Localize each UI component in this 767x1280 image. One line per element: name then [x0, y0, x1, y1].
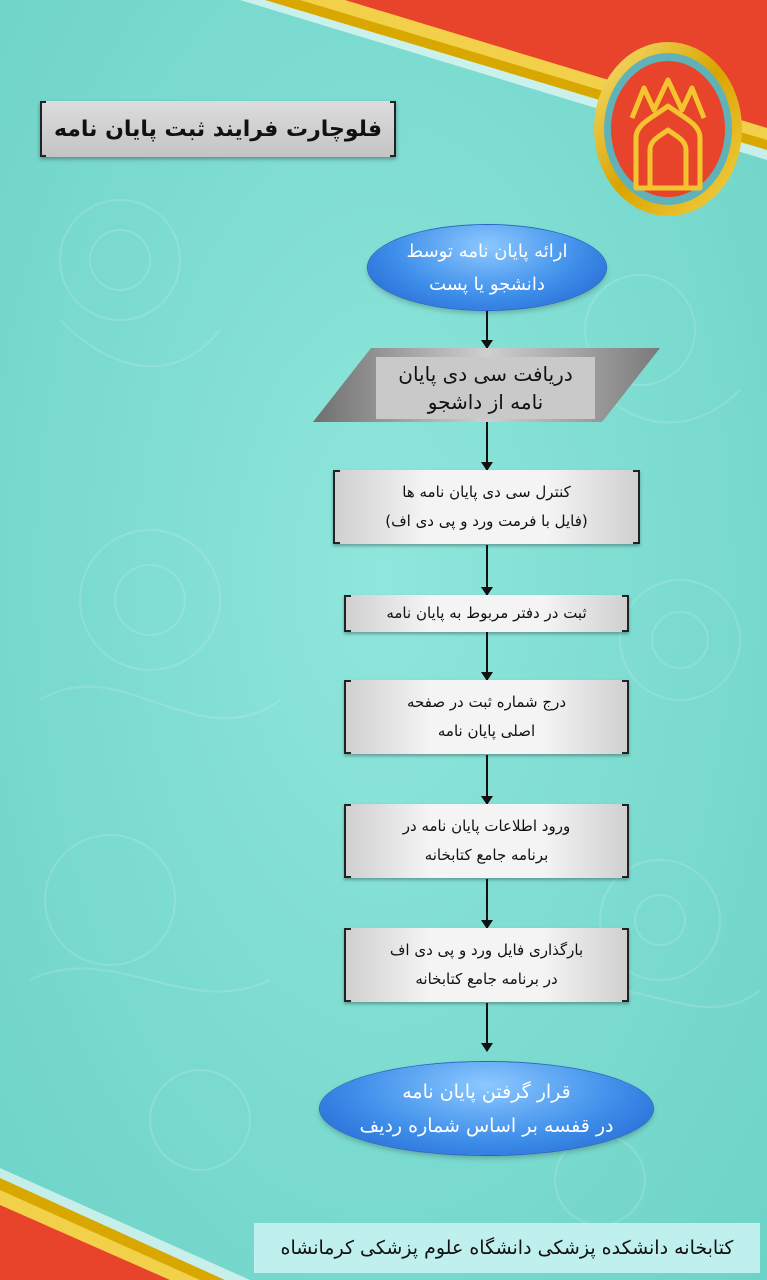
flow-input-line2: نامه از داشجو [427, 390, 544, 414]
page-title: فلوچارت فرایند ثبت پایان نامه [40, 101, 396, 157]
flow-end-oval [320, 1062, 653, 1155]
flow-arrow-5 [486, 755, 488, 804]
flow-arrow-7 [486, 1003, 488, 1051]
flow-step-4-line2: برنامه جامع کتابخانه [424, 846, 549, 864]
flow-step-5-line2: در برنامه جامع کتابخانه [415, 970, 558, 988]
flow-step-2 [344, 595, 629, 632]
flow-step-3 [344, 680, 629, 754]
flow-start-line2: دانشجو یا پست [429, 273, 545, 295]
flow-arrow-2 [486, 422, 488, 470]
flow-end-line1: قرار گرفتن پایان نامه [402, 1080, 571, 1103]
flow-step-4-line1: ورود اطلاعات پایان نامه در [402, 817, 571, 835]
flow-step-1 [333, 470, 640, 544]
flow-end-line2: در قفسه بر اساس شماره ردیف [359, 1114, 614, 1137]
flow-step-4 [344, 804, 629, 878]
flow-step-2-line1: ثبت در دفتر مربوط به پایان نامه [386, 604, 587, 622]
flow-arrow-3 [486, 545, 488, 595]
flow-step-3-line1: درج شماره ثبت در صفحه [407, 693, 566, 711]
university-emblem-icon [592, 40, 744, 218]
flow-input-line1: دریافت سی دی پایان [398, 362, 573, 386]
flow-step-3-line2: اصلی پایان نامه [437, 722, 536, 740]
flow-start-line1: ارائه پایان نامه توسط [406, 240, 568, 262]
flow-step-1-line1: کنترل سی دی پایان نامه ها [402, 483, 571, 501]
flow-start-oval [368, 225, 606, 310]
flow-arrow-4 [486, 632, 488, 680]
flow-step-1-line2: (فایل با فرمت ورد و پی دی اف) [385, 512, 588, 530]
flow-step-5-line1: بارگذاری فایل ورد و پی دی اف [389, 941, 584, 959]
flow-step-5 [344, 928, 629, 1002]
flow-input-label [376, 357, 595, 419]
flow-arrow-1 [486, 311, 488, 348]
footer-library-name: کتابخانه دانشکده پزشکی دانشگاه علوم پزشکی کرمانشاه [254, 1223, 760, 1273]
flow-arrow-6 [486, 879, 488, 928]
